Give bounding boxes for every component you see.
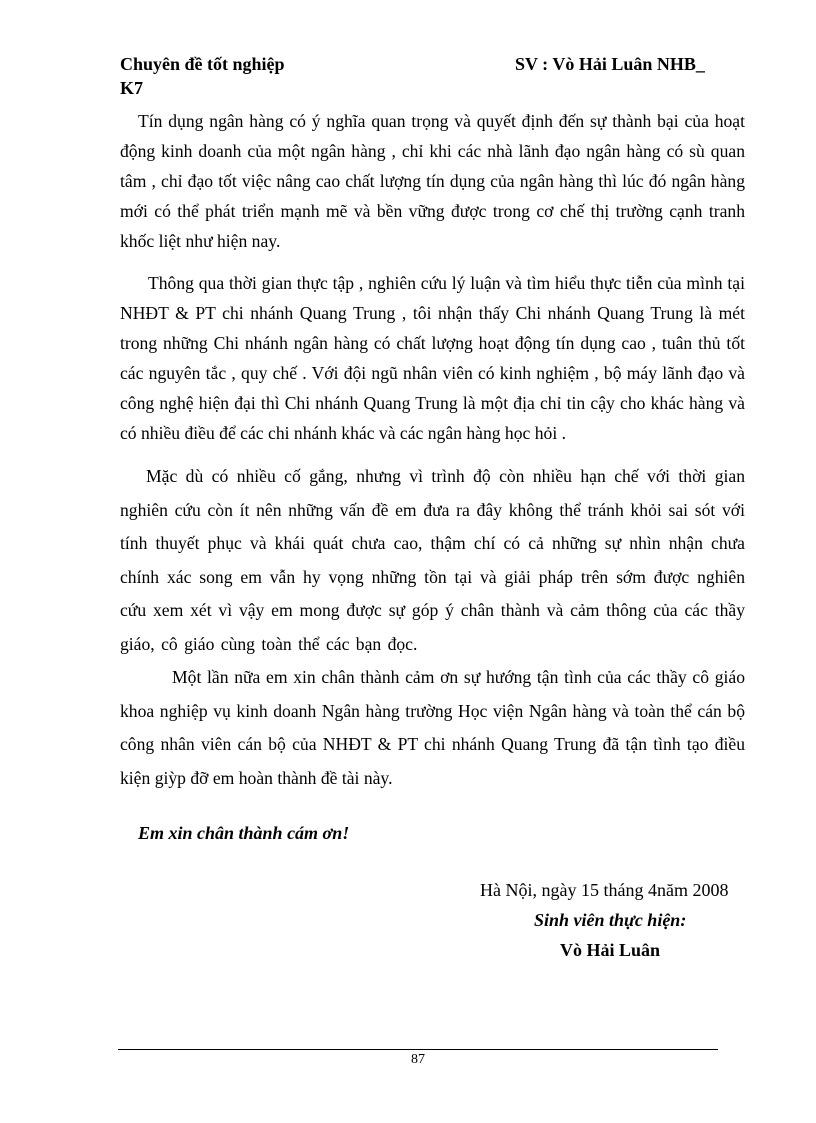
signer-role: Sinh viên thực hiện: [534, 910, 687, 930]
paragraph-2: Thông qua thời gian thực tập , nghiên cứu lý luận và tìm hiểu thực tiễn của mình tại NHĐT & PT chi nhánh Quang Trung , tôi nhận thấy Chi nhánh Quang Trung là mét trong những Chi nhánh ngân hàng có chất lượng hoạt động tín dụng cao , tuân thủ tốt các nguyên tắc , quy chế . Với đội ngũ nhân viên có kinh nghiệm , bộ máy lãnh đạo và công nghệ hiện đại thì Chi nhánh Quang Trung là một địa chỉ tin cậy cho khác hàng và có nhiều điều để các chi nhánh khác và các ngân hàng học hỏi . [120, 273, 745, 443]
place-date: Hà Nội, ngày 15 tháng 4năm 2008 [480, 880, 729, 900]
body-text [120, 106, 745, 795]
paragraph-4: Một lần nữa em xin chân thành cảm ơn sự hướng tận tình của các thầy cô giáo khoa nghiệp vụ kinh doanh Ngân hàng trường Học viện Ngân hàng và toàn thể cán bộ công nhân viên cán bộ của NHĐT & PT chi nhánh Quang Trung đã tận tình tạo điều kiện giỳp đỡ em hoàn thành đề tài này. [120, 667, 745, 788]
closing-thanks: Em xin chân thành cám ơn! [138, 823, 350, 843]
header-author-continuation: K7 [120, 78, 144, 98]
header-title: Chuyên đề tốt nghiệp [120, 54, 285, 74]
footer-divider [118, 1049, 718, 1050]
page-number: 87 [411, 1052, 425, 1067]
signer-name: Vò Hải Luân [560, 940, 661, 960]
paragraph-1: Tín dụng ngân hàng có ý nghĩa quan trọng và quyết định đến sự thành bại của hoạt động kinh doanh của một ngân hàng , chỉ khi các nhà lãnh đạo ngân hàng có sù quan tâm , chỉ đạo tốt việc nâng cao chất lượng tín dụng của ngân hàng thì lúc đó ngân hàng mới có thể phát triển mạnh mẽ và bền vững được trong cơ chế thị trường cạnh tranh khốc liệt như hiện nay. [120, 111, 745, 251]
header-author: SV : Vò Hải Luân NHB_ [515, 54, 705, 74]
paragraph-3: Mặc dù có nhiều cố gắng, nhưng vì trình độ còn nhiều hạn chế với thời gian nghiên cứu còn ít nên những vấn đề em đưa ra đây không thể tránh khỏi sai sót với tính thuyết phục và khái quát chưa cao, thậm chí có cả những sự nhìn nhận chưa chính xác song em vẫn hy vọng những tồn tại và giải pháp trên sớm được nghiên cứu xem xét vì vậy em mong được sự góp ý chân thành và cảm thông của các thầy giáo, cô giáo cùng toàn thể các bạn đọc. [120, 466, 745, 654]
